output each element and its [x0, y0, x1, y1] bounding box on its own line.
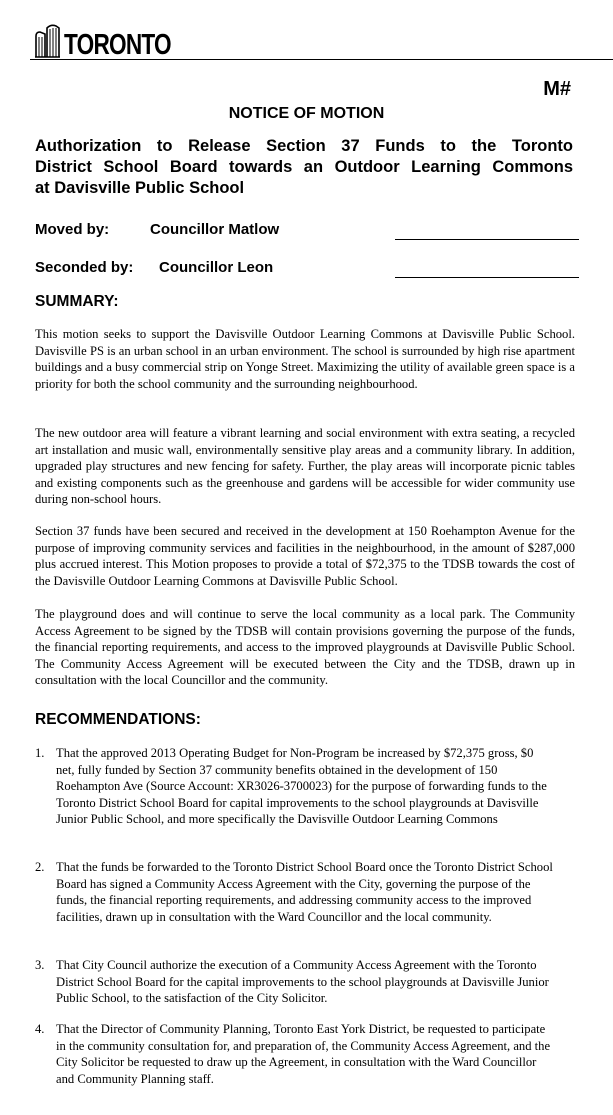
- title-line: Authorization to Release Section 37 Funds to the Toronto: [35, 137, 573, 155]
- toronto-logo: [35, 20, 201, 61]
- recommendation-number: 1.: [35, 746, 45, 760]
- summary-paragraph: The new outdoor area will feature a vibrant learning and social environment with extra seating, a recycled art installation and music wall, environmentally sensitive play areas and a community library. In addition, upgraded play structures and new fencing for safety. Further, the play areas will incorporate picnic tables and existing components such as the greenhouse and gardens will be accessible for wider community use during non-school hours.: [35, 426, 575, 506]
- recommendation-text: That the funds be forwarded to the Toronto District School Board once the Toronto District School Board has signed a Community Access Agreement with the City, governing the purpose of the funds, the financial reporting requirements, and addressing community access to the improved facilities, drawn up in consultation with the Ward Councillor and the local community.: [56, 860, 553, 924]
- recommendations-heading: RECOMMENDATIONS:: [35, 711, 201, 728]
- summary-paragraph: Section 37 funds have been secured and received in the development at 150 Roehampton Avenue for the purpose of improving community services and facilities in the neighbourhood, in the amount of $287,000 plus accrued interest. This Motion proposes to provide a total of $72,375 to the TDSB towards the cost of the Davisville Outdoor Learning Commons at Davisville Public School.: [35, 524, 575, 588]
- recommendation-item: [35, 745, 555, 828]
- recommendation-number: 3.: [35, 958, 45, 972]
- recommendation-number: 2.: [35, 860, 45, 874]
- recommendation-number: 4.: [35, 1022, 45, 1036]
- notice-heading: NOTICE OF MOTION: [228, 105, 385, 122]
- logo-wordmark: TORONTO: [64, 29, 171, 61]
- motion-number: M#: [543, 78, 571, 100]
- recommendation-text: That the approved 2013 Operating Budget for Non-Program be increased by $72,375 gross, $0 net, fully funded by Section 37 community benefits obtained in the development of 150 Roehampton Ave (Source Account: XR3026-3700023) for the purpose of forwarding funds to the Toronto District School Board for capital improvements to the school playgrounds at Davisville Junior Public School, and more specifically the Davisville Outdoor Learning Commons: [56, 746, 547, 826]
- title-line: at Davisville Public School: [35, 179, 245, 197]
- recommendation-text: That City Council authorize the execution of a Community Access Agreement with the Toronto District School Board for the capital improvements to the school playgrounds at Davisville Junior Public School, to the satisfaction of the City Solicitor.: [56, 958, 549, 1005]
- title-line: District School Board towards an Outdoor Learning Commons: [35, 158, 573, 176]
- recommendation-item: [35, 1021, 555, 1087]
- summary-paragraph: The playground does and will continue to serve the local community as a local park. The Community Access Agreement to be signed by the TDSB will contain provisions governing the purpose of the funds, the financial reporting requirements, and access to the improved playgrounds at Davisville Public School. The Community Access Agreement will be executed between the City and the TDSB, drawn up in consultation with the local Councillor and the community.: [35, 607, 575, 687]
- moved-by-name: Councillor Matlow: [150, 221, 280, 238]
- seconded-by-signature-line: [395, 277, 579, 278]
- recommendation-item: [35, 957, 555, 1007]
- seconded-by-name: Councillor Leon: [159, 259, 274, 276]
- summary-paragraph: This motion seeks to support the Davisville Outdoor Learning Commons at Davisville Public School. Davisville PS is an urban school in an urban environment. The school is surrounded by high rise apartment buildings and a busy commercial strip on Yonge Street. Maximizing the utility of available green space is a priority for both the school community and the surrounding neighbourhood.: [35, 327, 575, 391]
- recommendation-text: That the Director of Community Planning, Toronto East York District, be requested to participate in the community consultation for, and preparation of, the Community Access Agreement, and the City Solicitor be requested to draw up the Agreement, in consultation with the Ward Councillor and Community Planning staff.: [56, 1022, 551, 1086]
- header-divider: [30, 59, 613, 60]
- city-hall-icon: [35, 24, 61, 58]
- recommendation-item: [35, 859, 555, 925]
- motion-title: [35, 136, 573, 199]
- summary-heading: SUMMARY:: [35, 293, 119, 310]
- seconded-by-label: Seconded by:: [35, 259, 134, 276]
- moved-by-label: Moved by:: [35, 221, 110, 238]
- moved-by-signature-line: [395, 239, 579, 240]
